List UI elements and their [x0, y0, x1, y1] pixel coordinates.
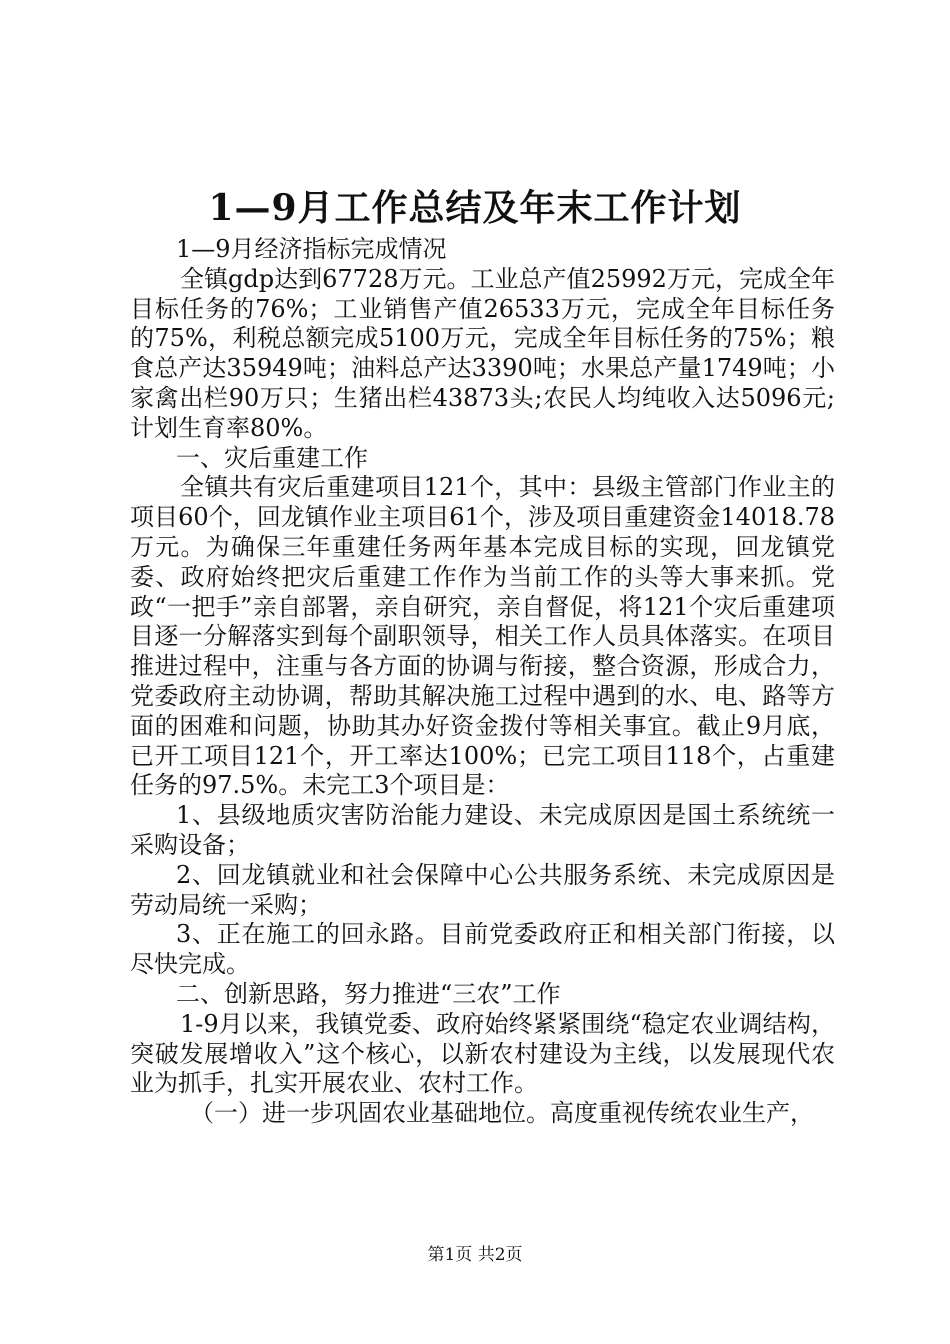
document-title: 1—9月工作总结及年末工作计划	[208, 187, 742, 229]
section-heading-indicators: 1—9月经济指标完成情况	[176, 235, 447, 263]
paragraph-reconstruction: 全镇共有灾后重建项目121个，其中：县级主管部门作业主的项目60个，回龙镇作业主项目61个，涉及项目重建资金14018.78万元。为确保三年重建任务两年基本完成目标的实现，回龙镇党委、政府始终把灾后重建工作作为当前工作的头等大事来抓。党政“一把手”亲自部署，亲自研究，亲自督促，将121个灾后重建项目逐一分解落实到每个副职领导，相关工作人员具体落实。在项目推进过程中，注重与各方面的协调与衔接，整合资源，形成合力，党委政府主动协调，帮助其解决施工过程中遇到的水、电、路等方面的困难和问题，协助其办好资金拨付等相关事宜。截止9月底，已开工项目121个，开工率达100%；已完工项目118个，占重建任务的97.5%。未完工3个项目是：	[130, 473, 835, 800]
document-body	[130, 235, 835, 1129]
list-item-3: 3、正在施工的回永路。目前党委政府正和相关部门衔接，以尽快完成。	[130, 920, 835, 979]
subsection-heading-agriculture: （一）进一步巩固农业基础地位。高度重视传统农业生产，	[190, 1099, 814, 1128]
paragraph-sannong: 1-9月以来，我镇党委、政府始终紧紧围绕“稳定农业调结构，突破发展增收入”这个核心，以新农村建设为主线，以发展现代农业为抓手，扎实开展农业、农村工作。	[130, 1009, 835, 1098]
page-footer: 第1页 共2页	[427, 1245, 523, 1265]
list-item-2: 2、回龙镇就业和社会保障中心公共服务系统、未完成原因是劳动局统一采购；	[130, 860, 835, 919]
list-item-1: 1、县级地质灾害防治能力建设、未完成原因是国土系统统一采购设备；	[130, 801, 835, 859]
paragraph-indicators: 全镇gdp达到67728万元。工业总产值25992万元，完成全年目标任务的76%；工业销售产值26533万元，完成全年目标任务的75%，利税总额完成5100万元，完成全年目标任务的75%；粮食总产达35949吨；油料总产达3390吨；水果总产量1749吨；小家禽出栏90万只；生猪出栏43873头;农民人均纯收入达5096元;计划生育率80%。	[130, 264, 835, 442]
section-heading-sannong: 二、创新思路，努力推进“三农”工作	[176, 979, 561, 1008]
section-heading-reconstruction: 一、灾后重建工作	[176, 443, 368, 472]
